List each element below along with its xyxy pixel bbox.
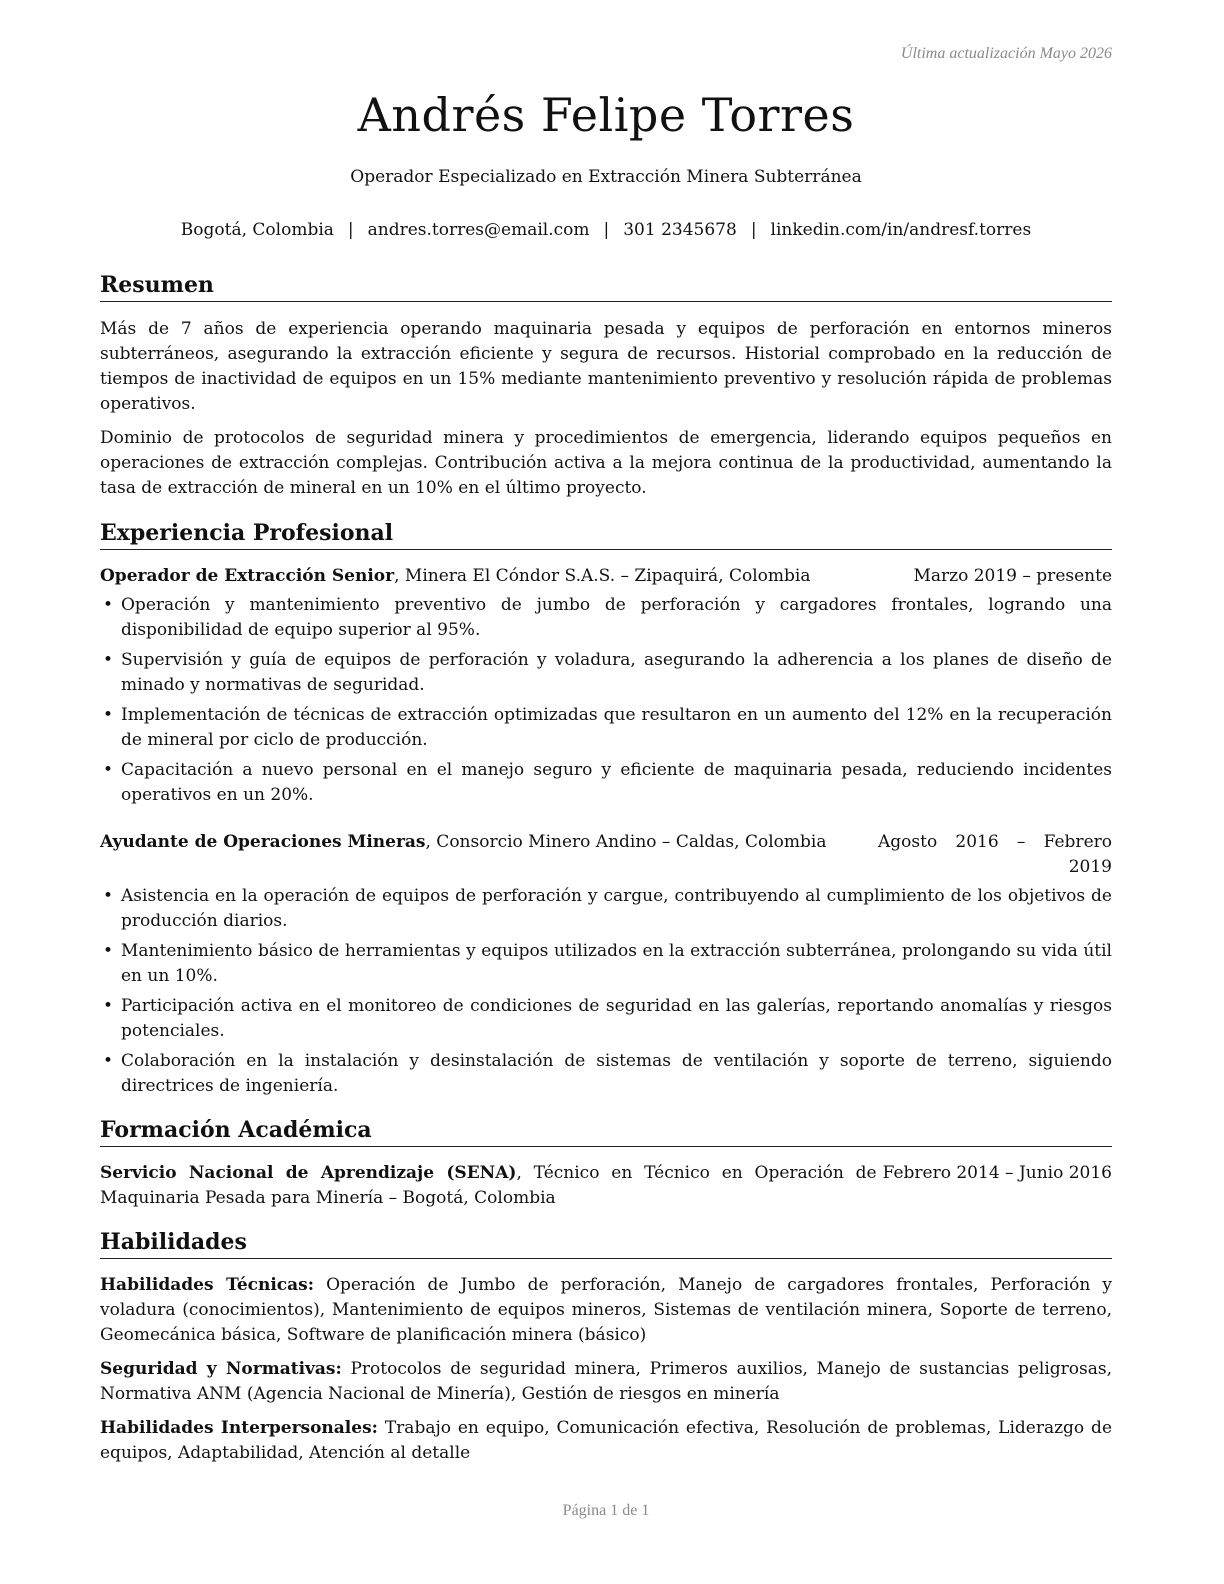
contact-phone[interactable]: 301 2345678 <box>623 220 737 240</box>
skill-group <box>100 1273 1112 1348</box>
education-entry <box>100 1161 1112 1211</box>
skill-group-label: Seguridad y Normativas: <box>100 1359 342 1379</box>
list-item <box>100 593 1112 643</box>
contact-linkedin[interactable]: linkedin.com/in/andresf.torres <box>770 220 1032 240</box>
list-item <box>100 884 1112 934</box>
list-item <box>100 648 1112 698</box>
resume-page <box>100 0 1112 1584</box>
candidate-name: Andrés Felipe Torres <box>357 88 855 142</box>
job-role: Ayudante de Operaciones Mineras <box>100 832 426 852</box>
experience-section <box>100 518 1112 1099</box>
page-number: Página 1 de 1 <box>562 1502 650 1519</box>
bullet-icon: • <box>103 705 114 725</box>
summary-paragraph: Más de 7 años de experiencia operando maquinaria pesada y equipos de perforación en entornos mineros subterráneos, asegurando la extracción eficiente y segura de recursos. Historial comprobado en la reducción de tiempos de inactividad de equipos en un 15% mediante mantenimiento preventivo y resolución rápida de problemas operativos. <box>100 319 1112 414</box>
education-description <box>100 1161 877 1211</box>
bullet-text: Implementación de técnicas de extracción optimizadas que resultaron en un aumento del 12% en la recuperación de mineral por ciclo de producción. <box>121 705 1112 750</box>
skills-heading: Habilidades <box>100 1227 1112 1259</box>
skills-section <box>100 1227 1112 1466</box>
contact-separator: | <box>603 220 610 240</box>
skill-group-text: Protocolos de seguridad minera, Primeros auxilios, Manejo de sustancias peligrosas, Normativa ANM (Agencia Nacional de Minería), Gestión de riesgos en minería <box>100 1359 1112 1404</box>
bullet-icon: • <box>103 650 114 670</box>
job-bullets <box>100 593 1112 808</box>
bullet-icon: • <box>103 1051 114 1071</box>
education-dates: Febrero 2014 – Junio 2016 <box>882 1163 1112 1183</box>
bullet-text: Participación activa en el monitoreo de condiciones de seguridad en las galerías, reportando anomalías y riesgos potenciales. <box>121 996 1112 1041</box>
skill-group-text: Trabajo en equipo, Comunicación efectiva, Resolución de problemas, Liderazgo de equipos, Adaptabilidad, Atención al detalle <box>100 1418 1112 1463</box>
bullet-text: Capacitación a nuevo personal en el manejo seguro y eficiente de maquinaria pesada, reduciendo incidentes operativos en un 20%. <box>121 760 1112 805</box>
skill-group-label: Habilidades Interpersonales: <box>100 1418 378 1438</box>
job-company: , Minera El Cóndor S.A.S. – Zipaquirá, Colombia <box>394 566 811 586</box>
bullet-text: Supervisión y guía de equipos de perforación y voladura, asegurando la adherencia a los planes de diseño de minado y normativas de seguridad. <box>121 650 1112 695</box>
job-header <box>100 564 1112 589</box>
education-institution: Servicio Nacional de Aprendizaje (SENA) <box>100 1163 517 1183</box>
skill-group <box>100 1416 1112 1466</box>
bullet-icon: • <box>103 595 114 615</box>
skill-group-text: Operación de Jumbo de perforación, Manejo de cargadores frontales, Perforación y voladura (conocimientos), Mantenimiento de equipos mineros, Sistemas de ventilación minera, Soporte de terreno, Geomecánica básica, Software de planificación minera (básico) <box>100 1275 1112 1345</box>
job-header <box>100 830 1112 880</box>
summary-section <box>100 270 1112 501</box>
bullet-text: Operación y mantenimiento preventivo de jumbo de perforación y cargadores frontales, logrando una disponibilidad de equipo superior al 95%. <box>121 595 1112 640</box>
resume-body <box>100 270 1112 1466</box>
job-title-line <box>100 830 878 880</box>
experience-heading: Experiencia Profesional <box>100 518 1112 550</box>
job-role: Operador de Extracción Senior <box>100 566 395 586</box>
bullet-icon: • <box>103 886 114 906</box>
summary-heading: Resumen <box>100 270 1112 302</box>
last-updated-note: Última actualización Mayo 2026 <box>900 45 1112 62</box>
job-company: , Consorcio Minero Andino – Caldas, Colombia <box>425 832 827 852</box>
job-dates: Marzo 2019 – presente <box>913 566 1112 586</box>
list-item <box>100 994 1112 1044</box>
education-heading: Formación Académica <box>100 1115 1112 1147</box>
list-item <box>100 758 1112 808</box>
job-dates: Agosto 2016 – Febrero 2019 <box>878 832 1112 877</box>
education-details: , Técnico en Técnico en Operación de Maquinaria Pesada para Minería – Bogotá, Colombia <box>100 1163 877 1208</box>
contact-email[interactable]: andres.torres@email.com <box>367 220 590 240</box>
skill-group <box>100 1357 1112 1407</box>
contact-location: Bogotá, Colombia <box>180 220 334 240</box>
skill-group-label: Habilidades Técnicas: <box>100 1275 315 1295</box>
list-item <box>100 939 1112 989</box>
bullet-text: Colaboración en la instalación y desinstalación de sistemas de ventilación y soporte de terreno, siguiendo directrices de ingeniería. <box>121 1051 1112 1096</box>
education-section <box>100 1115 1112 1211</box>
bullet-text: Asistencia en la operación de equipos de perforación y cargue, contribuyendo al cumplimiento de los objetivos de producción diarios. <box>121 886 1112 931</box>
bullet-icon: • <box>103 760 114 780</box>
job-title-line <box>100 564 913 589</box>
bullet-icon: • <box>103 996 114 1016</box>
contact-separator: | <box>750 220 757 240</box>
job-entry <box>100 564 1112 808</box>
candidate-headline: Operador Especializado en Extracción Minera Subterránea <box>350 167 862 187</box>
contact-line <box>100 220 1112 240</box>
job-bullets <box>100 884 1112 1099</box>
job-entry <box>100 830 1112 1099</box>
bullet-icon: • <box>103 941 114 961</box>
list-item <box>100 1049 1112 1099</box>
summary-paragraph: Dominio de protocolos de seguridad minera y procedimientos de emergencia, liderando equipos pequeños en operaciones de extracción complejas. Contribución activa a la mejora continua de la productividad, aumentando la tasa de extracción de mineral en un 10% en el último proyecto. <box>100 428 1112 498</box>
bullet-text: Mantenimiento básico de herramientas y equipos utilizados en la extracción subterránea, prolongando su vida útil en un 10%. <box>121 941 1112 986</box>
contact-separator: | <box>347 220 354 240</box>
list-item <box>100 703 1112 753</box>
